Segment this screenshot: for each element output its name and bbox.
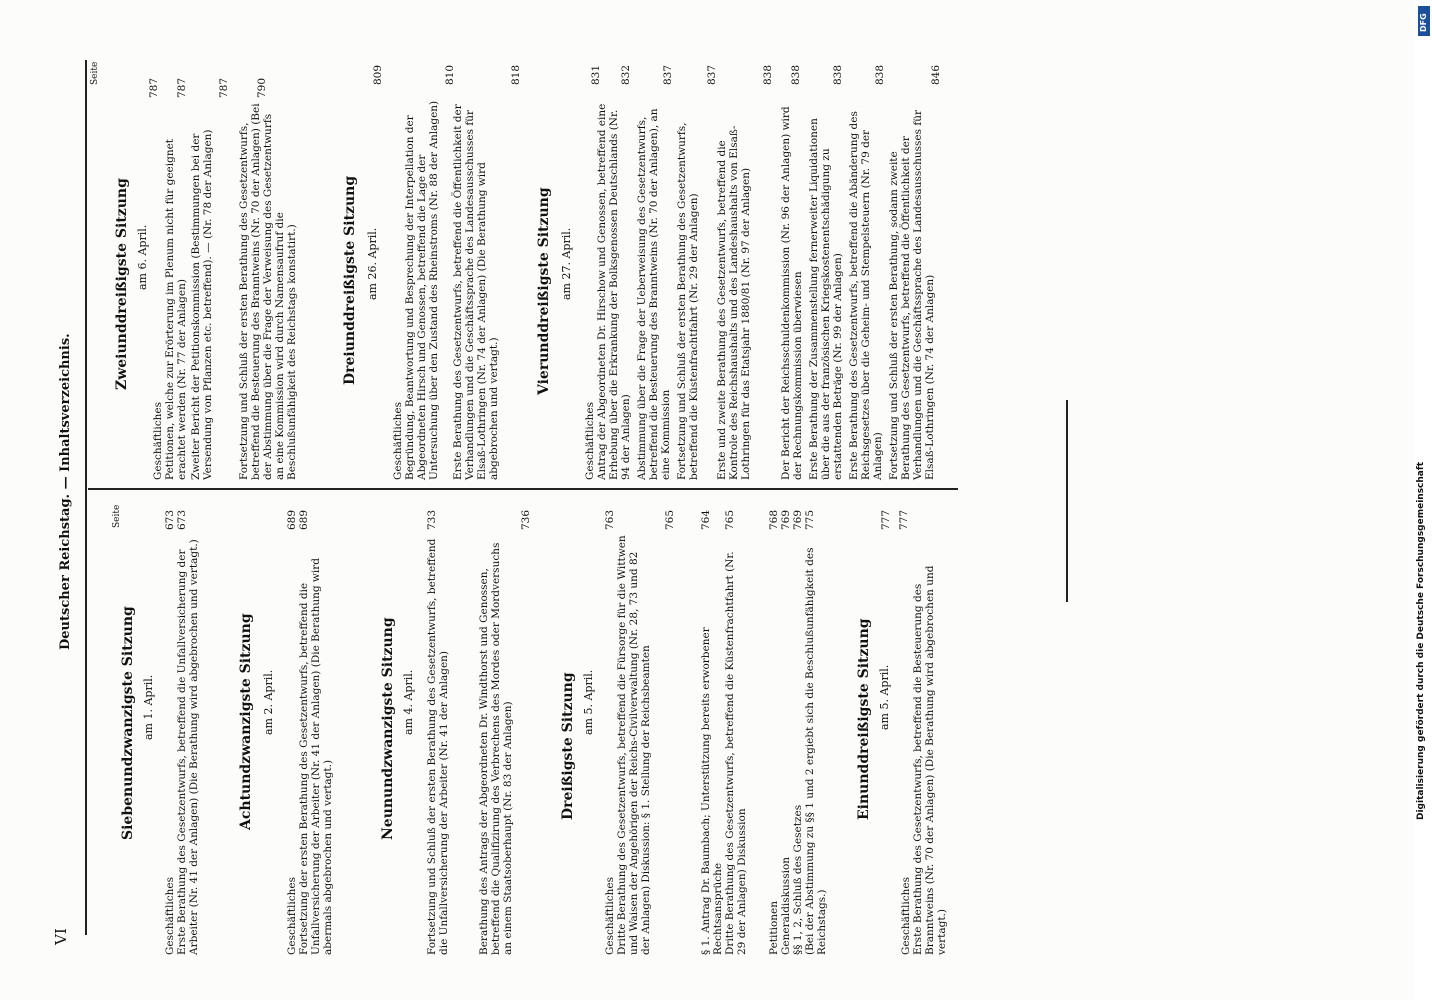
toc-entry: §§ 1, 2, Schluß des Gesetzes xyxy=(792,804,804,955)
toc-entry: Erste Berathung des Gesetzentwurfs, betreffend die Öffentlichkeit der Verhandlungen und die Geschäftssprache des Landesausschusses für Elsaß-Lothringen (Nr. 74 der Anlagen) (Die Berathung wird abgebrochen und vertagt.) xyxy=(452,104,500,480)
session-date: am 6. April. xyxy=(136,224,149,290)
footer-rule-2 xyxy=(1066,530,1068,602)
seite-label-right: Seite xyxy=(90,61,100,85)
page-ref: 838 xyxy=(874,64,886,85)
seite-label-left: Seite xyxy=(112,504,122,528)
running-title: Deutscher Reichstag. — Inhaltsverzeichnis. xyxy=(58,333,73,650)
session-heading: Siebenundzwanzigste Sitzung xyxy=(120,606,136,840)
page-ref: 769 xyxy=(792,509,804,530)
session-heading: Achtundzwanzigste Sitzung xyxy=(238,613,254,830)
toc-entry: Geschäftliches xyxy=(152,402,164,480)
page-ref: 777 xyxy=(880,509,892,530)
page-ref: 790 xyxy=(256,77,268,98)
toc-entry: Petitionen xyxy=(768,900,780,955)
column-divider xyxy=(88,488,958,490)
toc-entry: Dritte Berathung des Gesetzentwurfs, betreffend die Fürsorge für die Wittwen und Waisen der Angehörigen der Reichs-Civilverwaltung (Nr. 28, 73 und 82 der Anlagen) Diskussion: § 1. Stellung der Reichsbeamten xyxy=(616,535,652,955)
session-heading: Dreißigste Sitzung xyxy=(560,672,576,820)
toc-entry: Geschäftliches xyxy=(286,877,298,955)
toc-entry: Fortsetzung der ersten Berathung des Gesetzentwurfs, betreffend die Unfallversicherung der Arbeiter (Nr. 41 der Anlagen) (Die Berathung wird abermals abgebrochen und vertagt.) xyxy=(298,557,334,955)
page-ref: 765 xyxy=(664,509,676,530)
toc-entry: Berathung des Antrags der Abgeordneten Dr. Windthorst und Genossen, betreffend die Qualifizirung des Verbrechens des Mordes oder Mordversuchs an einem Staatsoberhaupt (Nr. 83 der Anlagen) xyxy=(478,542,514,955)
page-ref: 838 xyxy=(832,64,844,85)
session-date: am 1. April. xyxy=(142,674,155,740)
toc-entry: Fortsetzung und Schluß der ersten Berathung des Gesetzentwurfs, betreffend die Küstenfrachtfahrt (Nr. 29 der Anlagen) xyxy=(676,122,700,480)
page-ref: 736 xyxy=(520,509,532,530)
toc-entry: Antrag der Abgeordneten Dr. Hirschow und Genossen, betreffend eine Erhebung über die Erkrankung der Bolksgenossen Deutschlands (Nr. 94 der Anlagen) xyxy=(596,103,632,480)
page-ref: 818 xyxy=(510,64,522,85)
dfg-credit-sidebar xyxy=(1414,0,1432,1000)
session-heading: Vierunddreißigste Sitzung xyxy=(536,187,552,395)
page-ref: 787 xyxy=(148,77,160,98)
dfg-logo xyxy=(1418,6,1430,36)
toc-entry: (Bei der Abstimmung zu §§ 1 und 2 ergiebt sich die Beschlußunfähigkeit des Reichstags.) xyxy=(804,547,828,955)
page-ref: 673 xyxy=(176,509,188,530)
page-ref: 769 xyxy=(780,509,792,530)
page-ref: 765 xyxy=(724,509,736,530)
toc-entry: Zweiter Bericht der Petitionskommission (Bestimmungen bei der Versendung von Pflanzen etc. betreffend). — (Nr. 78 der Anlagen) xyxy=(190,129,214,480)
page-ref: 809 xyxy=(372,64,384,85)
session-date: am 26. April. xyxy=(366,227,379,300)
toc-entry: Erste Berathung der Zusammenstellung fernerweiter Liquidationen über die aus der französischen Kriegskostenentschädigung zu erstattenden Beträge (Nr. 99 der Anlagen) xyxy=(808,118,844,480)
dfg-logo-text: DFG xyxy=(1419,13,1428,32)
page-ref: 846 xyxy=(930,64,942,85)
session-date: am 5. April. xyxy=(582,669,595,735)
session-date: am 4. April. xyxy=(402,669,415,735)
page-ref: 810 xyxy=(444,64,456,85)
page-ref: 787 xyxy=(218,77,230,98)
page-ref: 777 xyxy=(898,509,910,530)
toc-entry: Petitionen, welche zur Erörterung im Plenum nicht für geeignet erachtet werden (Nr. 77 der Anlagen) xyxy=(164,138,188,480)
page-ref: 838 xyxy=(762,64,774,85)
session-heading: Dreiunddreißigste Sitzung xyxy=(342,175,358,385)
toc-entry: Fortsetzung und Schluß der ersten Berathung, sodann zweite Berathung des Gesetzentwurfs, betreffend die Öffentlichkeit der Verhandlungen und die Geschäftssprache des Landesausschusses für Elsaß-Lothringen (Nr. 74 der Anlagen) xyxy=(888,109,936,480)
page-ref: 832 xyxy=(620,64,632,85)
page-ref: 831 xyxy=(590,64,602,85)
toc-entry: Der Bericht der Reichsschuldenkommission (Nr. 96 der Anlagen) wird der Rechnungskommission überwiesen xyxy=(780,106,804,480)
session-date: am 27. April. xyxy=(560,227,573,300)
page-ref: 764 xyxy=(700,509,712,530)
page-ref: 763 xyxy=(604,509,616,530)
toc-entry: Dritte Berathung des Gesetzentwurfs, betreffend die Küstenfrachtfahrt (Nr. 29 der Anlagen) Diskussion xyxy=(724,551,748,955)
toc-entry: Geschäftliches xyxy=(392,402,404,480)
page-ref: 775 xyxy=(804,509,816,530)
session-date: am 2. April. xyxy=(262,669,275,735)
page-ref: 838 xyxy=(790,64,802,85)
toc-entry: § 1. Antrag Dr. Baumbach; Unterstützung bereits erworbener Rechtsansprüche xyxy=(700,627,724,955)
toc-entry: Geschäftliches xyxy=(604,877,616,955)
toc-entry: Erste und zweite Berathung des Gesetzentwurfs, betreffend die Kontrole des Reichshaushalts und des Landeshaushalts von Elsaß-Lothringen für das Etatsjahr 1880/81 (Nr. 97 der Anlagen) xyxy=(716,125,752,480)
page-ref: 689 xyxy=(286,509,298,530)
toc-entry: Erste Berathung des Gesetzentwurfs, betreffend die Unfallversicherung der Arbeiter (Nr. 41 der Anlagen) (Die Berathung wird abgebrochen und vertagt.) xyxy=(176,539,200,955)
page-ref: 787 xyxy=(176,77,188,98)
page-ref: 837 xyxy=(662,64,674,85)
toc-entry: Fortsetzung und Schluß der ersten Berathung des Gesetzentwurfs, betreffend die Unfallversicherung der Arbeiter (Nr. 41 der Anlagen) xyxy=(426,538,450,955)
toc-entry: Geschäftliches xyxy=(900,877,912,955)
page-ref: 768 xyxy=(768,509,780,530)
toc-entry: Geschäftliches xyxy=(164,877,176,955)
toc-entry: Erste Berathung des Gesetzentwurfs, betreffend die Abänderung des Reichsgesetzes über die Geheim- und Stempelsteuern (Nr. 79 der Anlagen) xyxy=(848,111,884,480)
toc-entry: Generaldiskussion xyxy=(780,856,792,955)
session-date: am 5. April. xyxy=(878,664,891,730)
toc-entry: Erste Berathung des Gesetzentwurfs, betreffend die Besteuerung des Branntweins (Nr. 70 der Anlagen) (Die Berathung wird abgebrochen und vertagt.) xyxy=(912,565,948,955)
page-ref: 673 xyxy=(164,509,176,530)
header-rule xyxy=(85,60,87,935)
dfg-credit-text: Digitalisierung gefördert durch die Deutsche Forschungsgemeinschaft xyxy=(1416,461,1426,820)
toc-entry: Fortsetzung und Schluß der ersten Berathung des Gesetzentwurfs, betreffend die Besteuerung des Branntweins (Nr. 70 der Anlagen) (Bei der Abstimmung über die Frage der Verweisung des Gesetzentwurfs an eine Kommission wird durch Namensaufruf die Beschlußunfähigkeit des Reichstags konstatirt.) xyxy=(238,103,298,480)
toc-entry: Abstimmung über die Frage der Ueberweisung des Gesetzentwurfs, betreffend die Besteuerung des Branntweins (Nr. 70 der Anlagen), an eine Kommission xyxy=(636,108,672,480)
session-heading: Zweiunddreißigste Sitzung xyxy=(114,178,130,390)
page-ref: 689 xyxy=(298,509,310,530)
session-heading: Neunundzwanzigste Sitzung xyxy=(380,617,396,840)
page-ref: 733 xyxy=(426,509,438,530)
toc-entry: Geschäftliches xyxy=(584,402,596,480)
toc-entry: Begründung, Beantwortung und Besprechung der Interpellation der Abgeordneten Hirsch und Genossen, betreffend die Lage der Untersuchung über den Zustand des Rheinstroms (Nr. 88 der Anlagen) xyxy=(404,100,440,480)
page-number: VI xyxy=(52,928,70,945)
session-heading: Einunddreißigste Sitzung xyxy=(856,618,872,820)
page-ref: 837 xyxy=(706,64,718,85)
